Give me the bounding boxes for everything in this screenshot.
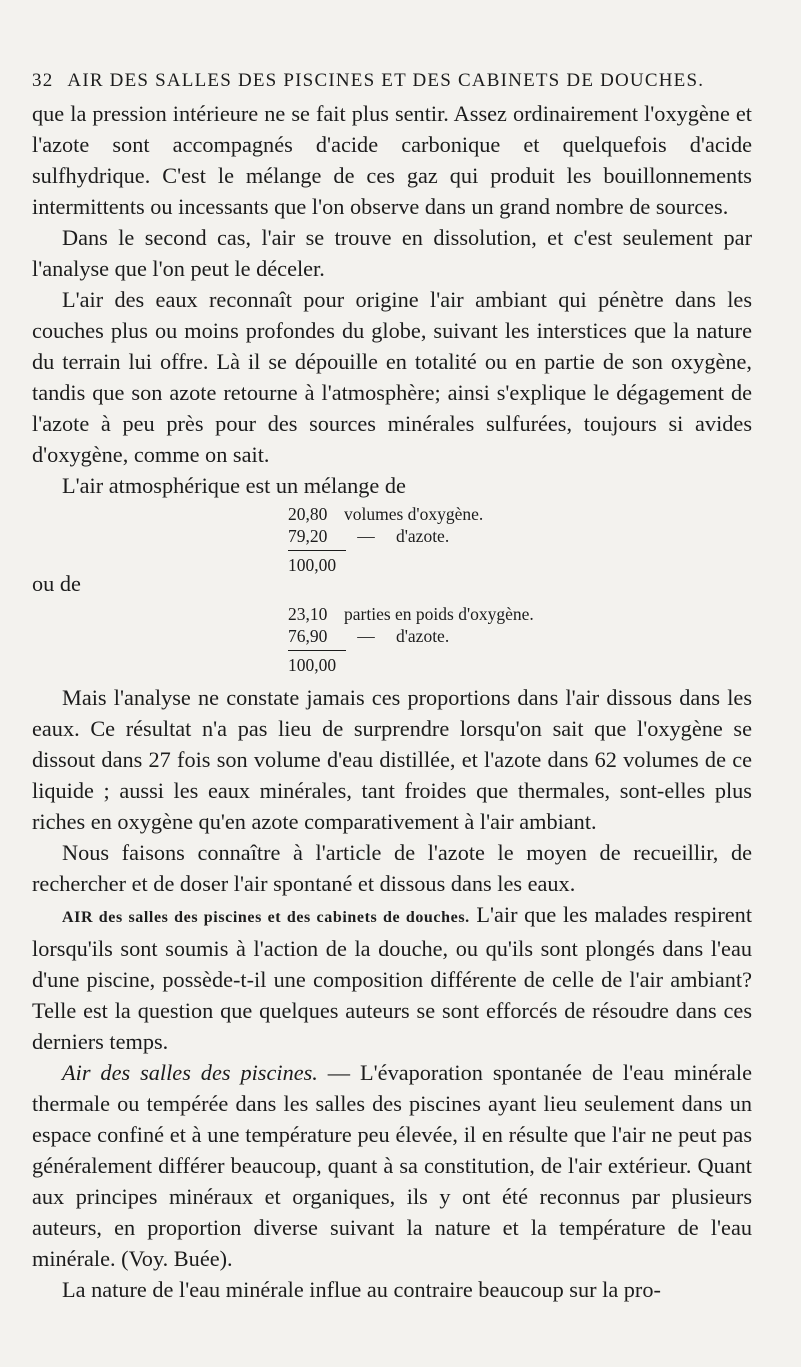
volumes-table: [288, 503, 752, 576]
running-header: [32, 70, 752, 92]
paragraph-3: L'air des eaux reconnaît pour origine l'air ambiant qui pénètre dans les couches plus ou moins profondes du globe, suivant les interstices que la nature du terrain lui offre. Là il se dépouille en totalité ou en partie de son oxygène, tandis que son azote retourne à l'atmosphère; ainsi s'explique le dégagement de l'azote à peu près pour des sources minérales sulfurées, toujours si avides d'oxygène, comme on sait.: [32, 287, 752, 467]
table-row: [288, 625, 752, 647]
weights-table: [288, 603, 752, 676]
table-row: [288, 603, 752, 625]
table-desc: d'azote.: [396, 626, 450, 646]
ou-de-label: ou de: [32, 571, 81, 596]
table-total: 100,00: [288, 650, 346, 676]
table-value: 79,20: [288, 526, 328, 546]
running-title: AIR DES SALLES DES PISCINES ET DES CABINETS DE DOUCHES.: [67, 70, 705, 91]
paragraph-8: [32, 1057, 752, 1274]
paragraph-8-text: — L'évaporation spontanée de l'eau minérale thermale ou tempérée dans les salles des piscines ayant lieu seulement dans un espace confiné et à une température peu élevée, il en résulte que l'air ne peut pas généralement différer beaucoup, quant à sa constitution, de l'air extérieur. Quant aux principes minéraux et organiques, ils y ont été reconnus par plusieurs auteurs, en proportion diverse suivant la nature et la température de l'eau minérale. (Voy. Buée).: [32, 1060, 752, 1271]
table-row: [288, 525, 752, 547]
subsection-heading: Air des salles des piscines.: [62, 1060, 318, 1085]
paragraph-1: que la pression intérieure ne se fait plus sentir. Assez ordinairement l'oxygène et l'azote sont accompagnés d'acide carbonique et quelquefois d'acide sulfhydrique. C'est le mélange de ces gaz qui produit les bouillonnements intermittents ou incessants que l'on observe dans un grand nombre de sources.: [32, 101, 752, 219]
table-total: 100,00: [288, 550, 346, 576]
paragraph-5: Mais l'analyse ne constate jamais ces proportions dans l'air dissous dans les eaux. Ce résultat n'a pas lieu de surprendre lorsqu'on sait que l'oxygène se dissout dans 27 fois son volume d'eau distillée, et l'azote dans 62 volumes de ce liquide ; aussi les eaux minérales, tant froides que thermales, sont-elles plus riches en oxygène qu'en azote comparativement à l'air ambiant.: [32, 685, 752, 834]
table-row: [288, 503, 752, 525]
table-value: 76,90: [288, 626, 328, 646]
paragraph-7: [32, 899, 752, 1057]
paragraph-4: L'air atmosphérique est un mélange de: [62, 473, 406, 498]
section-heading: AIR des salles des piscines et des cabinets de douches.: [62, 909, 470, 926]
table-desc: d'azote.: [396, 526, 450, 546]
paragraph-7-text: L'air que les malades respirent lorsqu'ils sont soumis à l'action de la douche, ou qu'ils sont plongés dans l'eau d'une piscine, possède-t-il une composition différente de celle de l'air ambiant? Telle est la question que quelques auteurs se sont efforcés de résoudre dans ces derniers temps.: [32, 902, 753, 1054]
book-page: [32, 70, 752, 1305]
page-number: 32: [32, 70, 54, 91]
table-desc: parties en poids d'oxygène.: [344, 604, 534, 624]
table-value: 23,10: [288, 604, 328, 624]
table-value: 20,80: [288, 504, 328, 524]
paragraph-9: La nature de l'eau minérale influe au contraire beaucoup sur la pro-: [62, 1277, 661, 1302]
paragraph-2: Dans le second cas, l'air se trouve en dissolution, et c'est seulement par l'analyse que l'on peut le déceler.: [32, 225, 752, 281]
paragraph-6: Nous faisons connaître à l'article de l'azote le moyen de recueillir, de rechercher et de doser l'air spontané et dissous dans les eaux.: [32, 840, 752, 896]
table-dash: —: [357, 526, 375, 546]
table-desc: volumes d'oxygène.: [344, 504, 484, 524]
table-dash: —: [357, 626, 375, 646]
